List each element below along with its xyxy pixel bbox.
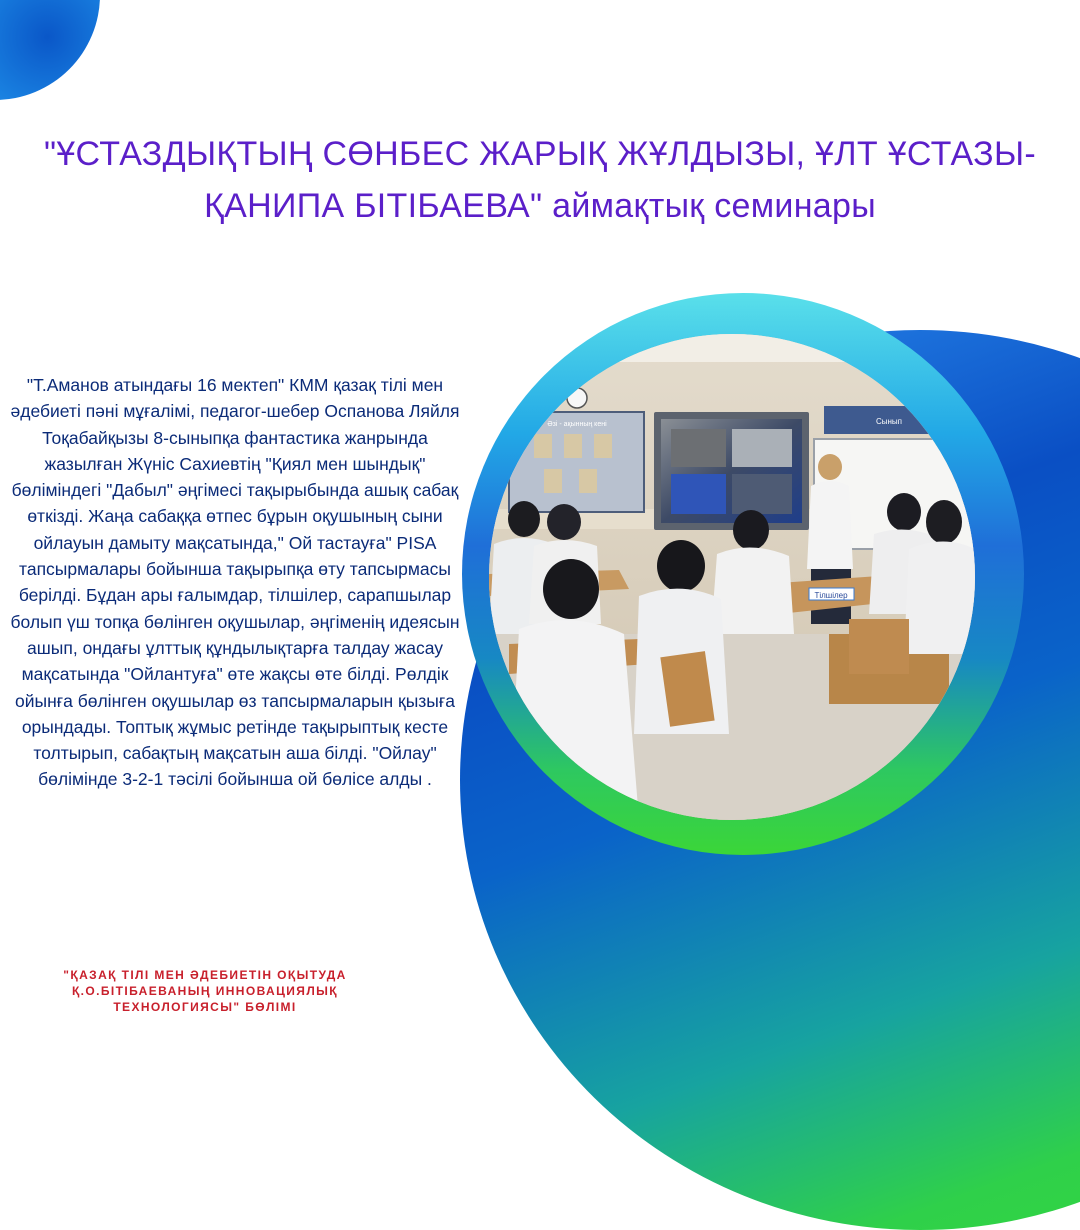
article-body-text: "Т.Аманов атындағы 16 мектеп" КММ қазақ тілі мен әдебиеті пәні мұғалімі, педагог-шебер Оспанова Ляйля Тоқабайқызы 8-сыныпқа фантастика жанрында жазылған Жүніс Сахиевтің "Қиял мен шындық" бөліміндегі "Дабыл" әңгімесі тақырыбында ашық сабақ өткізді. Жаңа сабаққа өтпес бұрын оқушының сыни ойлауын дамыту мақсатында," Ой тастауға" PISA тапсырмалары бойынша тақырыпқа өту тапсырмасы берілді. Бұдан ары ғалымдар, тілшілер, сарапшылар болып үш топқа бөлінген оқушылар, әңгіменің идеясын ашып, ондағы ұлттық құндылықтарға талдау жасау мақсатында "Ойлантуға" өте жақсы өте білді. Рөлдік ойынға бөлінген оқушылар өз тапсырмаларын қызыға орындады. Топтық жұмыс ретінде тақырыптық кесте толтырып, сабақтың мақсатын аша білді. "Ойлау" бөлімінде 3-2-1 тәсілі бойынша ой бөлісе алды . (10, 375, 460, 790)
projector-screen (654, 412, 809, 530)
corner-decoration-circle (0, 0, 100, 100)
section-footer-label: "ҚАЗАҚ ТІЛІ МЕН ӘДЕБИЕТІН ОҚЫТУДА Қ.О.БІТІБАЕВАНЫҢ ИННОВАЦИЯЛЫҚ ТЕХНОЛОГИЯСЫ" БӨЛІМІ (63, 968, 347, 1014)
classroom-photo (489, 334, 975, 820)
desk-card-label: Тілшілер (814, 591, 848, 600)
page-title: "ҰСТАЗДЫҚТЫҢ СӨНБЕС ЖАРЫҚ ЖҰЛДЫЗЫ, ҰЛТ ҰСТАЗЫ- ҚАНИПА БІТІБАЕВА" аймақтық семинары (43, 135, 1037, 225)
poster-right-label: Сынып (875, 417, 903, 426)
classroom-illustration (489, 334, 975, 820)
poster-left-label: Әзі - ақынның кені (547, 421, 607, 428)
